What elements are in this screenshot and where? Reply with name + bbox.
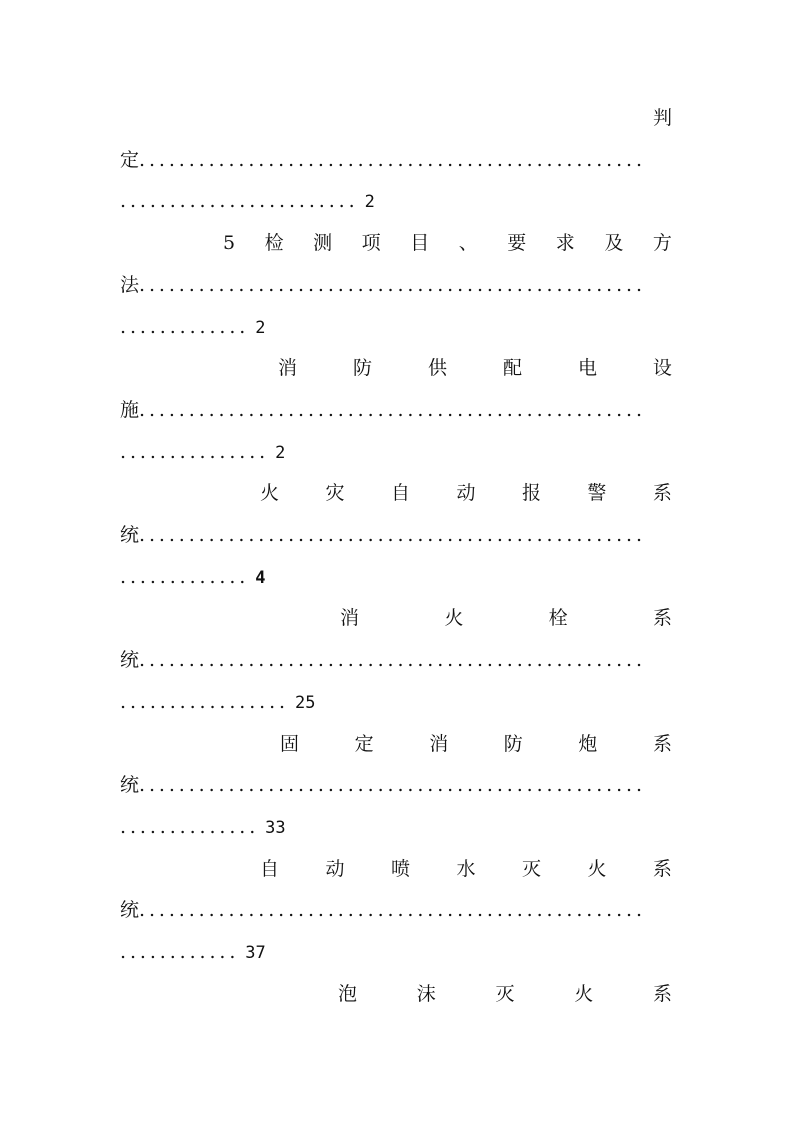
toc-leader-line-power-supply	[120, 395, 672, 425]
toc-title-char: 火	[260, 482, 280, 505]
toc-leader-dots: .............	[120, 315, 250, 338]
toc-page-number: 25	[294, 692, 316, 713]
toc-page-number: 37	[245, 943, 266, 963]
toc-title-char: 自	[390, 482, 410, 505]
toc-title-char: 栓	[548, 607, 568, 630]
toc-leader-dots: ........................	[120, 190, 359, 213]
toc-title-line-foam	[338, 979, 672, 1009]
toc-title-char: 消	[429, 732, 449, 755]
toc-title-line-judgment	[650, 103, 672, 133]
toc-title-line-inspection-items	[223, 228, 672, 258]
toc-page-line-hydrant	[120, 687, 672, 717]
toc-title-last-char: 统	[120, 649, 140, 672]
toc-title-char: 配	[502, 357, 522, 380]
toc-title-char: 喷	[390, 857, 410, 880]
toc-leader-line-fire-alarm	[120, 520, 672, 550]
toc-title-char: 消	[340, 607, 360, 630]
toc-title-char: 供	[427, 357, 447, 380]
toc-leader-line-inspection-items	[120, 270, 672, 300]
toc-title-char: 系	[652, 607, 672, 630]
toc-leader-line-fire-monitor	[120, 770, 672, 800]
toc-title-char: 防	[503, 732, 523, 755]
toc-title-char: 灭	[495, 982, 515, 1005]
toc-title-char: 动	[456, 482, 476, 505]
toc-title-char: 自	[260, 857, 280, 880]
toc-title-char: 系	[652, 482, 672, 505]
toc-page-number: 33	[265, 817, 286, 838]
toc-title-char: 求	[555, 232, 575, 255]
toc-title-char: 方	[652, 232, 672, 255]
toc-title-char: 设	[652, 357, 672, 380]
toc-leader-dots: ..............	[120, 815, 260, 838]
toc-title-char: 消	[278, 357, 298, 380]
toc-title-char: 定	[354, 732, 374, 755]
toc-leader-line-judgment	[120, 145, 672, 175]
toc-title-char: 炮	[578, 732, 598, 755]
toc-title-char: 警	[587, 482, 607, 505]
toc-page-number: 2	[275, 442, 286, 463]
toc-title-char: 、	[458, 232, 478, 255]
toc-leader-dots: .................	[120, 690, 289, 713]
toc-title-char: 系	[652, 982, 672, 1005]
toc-title-char: 灭	[521, 857, 541, 880]
toc-page-line-fire-alarm	[120, 562, 672, 592]
toc-title-line-fire-monitor	[280, 729, 672, 759]
toc-page-number: 4	[255, 567, 266, 588]
toc-page-line-power-supply	[120, 437, 672, 467]
toc-title-char: 动	[325, 857, 345, 880]
toc-title-char: 项	[361, 232, 381, 255]
toc-title-line-hydrant	[340, 603, 672, 633]
toc-title-char: 防	[352, 357, 372, 380]
toc-title-last-char: 施	[120, 398, 140, 421]
toc-page-line-sprinkler	[120, 937, 672, 967]
toc-title-char: 电	[577, 357, 597, 380]
toc-leader-line-hydrant	[120, 645, 672, 675]
toc-title-last-char: 法	[120, 273, 140, 296]
toc-title-char: 沫	[416, 982, 436, 1005]
toc-page-number: 2	[364, 192, 375, 213]
toc-title-line-sprinkler	[260, 854, 672, 884]
toc-leader-dots: ...................................................	[139, 649, 646, 672]
toc-title-last-char: 统	[120, 774, 140, 797]
toc-leader-dots: ...................................................	[139, 774, 646, 797]
toc-title-char: 灾	[325, 482, 345, 505]
toc-leader-dots: ...................................................	[139, 899, 646, 922]
toc-leader-dots: ...................................................	[139, 148, 646, 171]
toc-title-last-char: 定	[120, 148, 140, 171]
toc-leader-dots: .............	[120, 565, 250, 588]
toc-page-line-fire-monitor	[120, 812, 672, 842]
toc-title-char: 系	[652, 732, 672, 755]
toc-title-char: 泡	[338, 982, 358, 1005]
toc-page-line-judgment	[120, 186, 672, 216]
toc-title-char: 目	[410, 232, 430, 255]
toc-leader-dots: ...................................................	[139, 524, 646, 546]
toc-title-line-power-supply	[278, 353, 672, 383]
toc-title-char: 检	[264, 232, 284, 255]
toc-title-char: 水	[456, 857, 476, 880]
toc-title-char: 固	[280, 732, 300, 755]
toc-page-number: 2	[255, 317, 266, 338]
toc-title-char: 判	[652, 107, 672, 129]
toc-title-line-fire-alarm	[260, 478, 672, 508]
toc-title-last-char: 统	[120, 524, 140, 546]
toc-title-last-char: 统	[120, 899, 140, 922]
toc-leader-dots: ...............	[120, 440, 270, 463]
toc-title-char: 系	[652, 857, 672, 880]
toc-leader-dots: ...................................................	[139, 398, 646, 421]
toc-leader-line-sprinkler	[120, 895, 672, 925]
toc-title-char: 及	[604, 232, 624, 255]
toc-leader-dots: ............	[120, 941, 240, 963]
toc-title-char: 火	[587, 857, 607, 880]
toc-title-char: 测	[313, 232, 333, 255]
toc-title-char: 要	[507, 232, 527, 255]
toc-page-line-inspection-items	[120, 312, 672, 342]
toc-title-char: 报	[521, 482, 541, 505]
toc-title-char: 火	[444, 607, 464, 630]
toc-title-char: 火	[574, 982, 594, 1005]
toc-leader-dots: ...................................................	[139, 273, 646, 296]
toc-title-char: 5	[223, 232, 236, 255]
